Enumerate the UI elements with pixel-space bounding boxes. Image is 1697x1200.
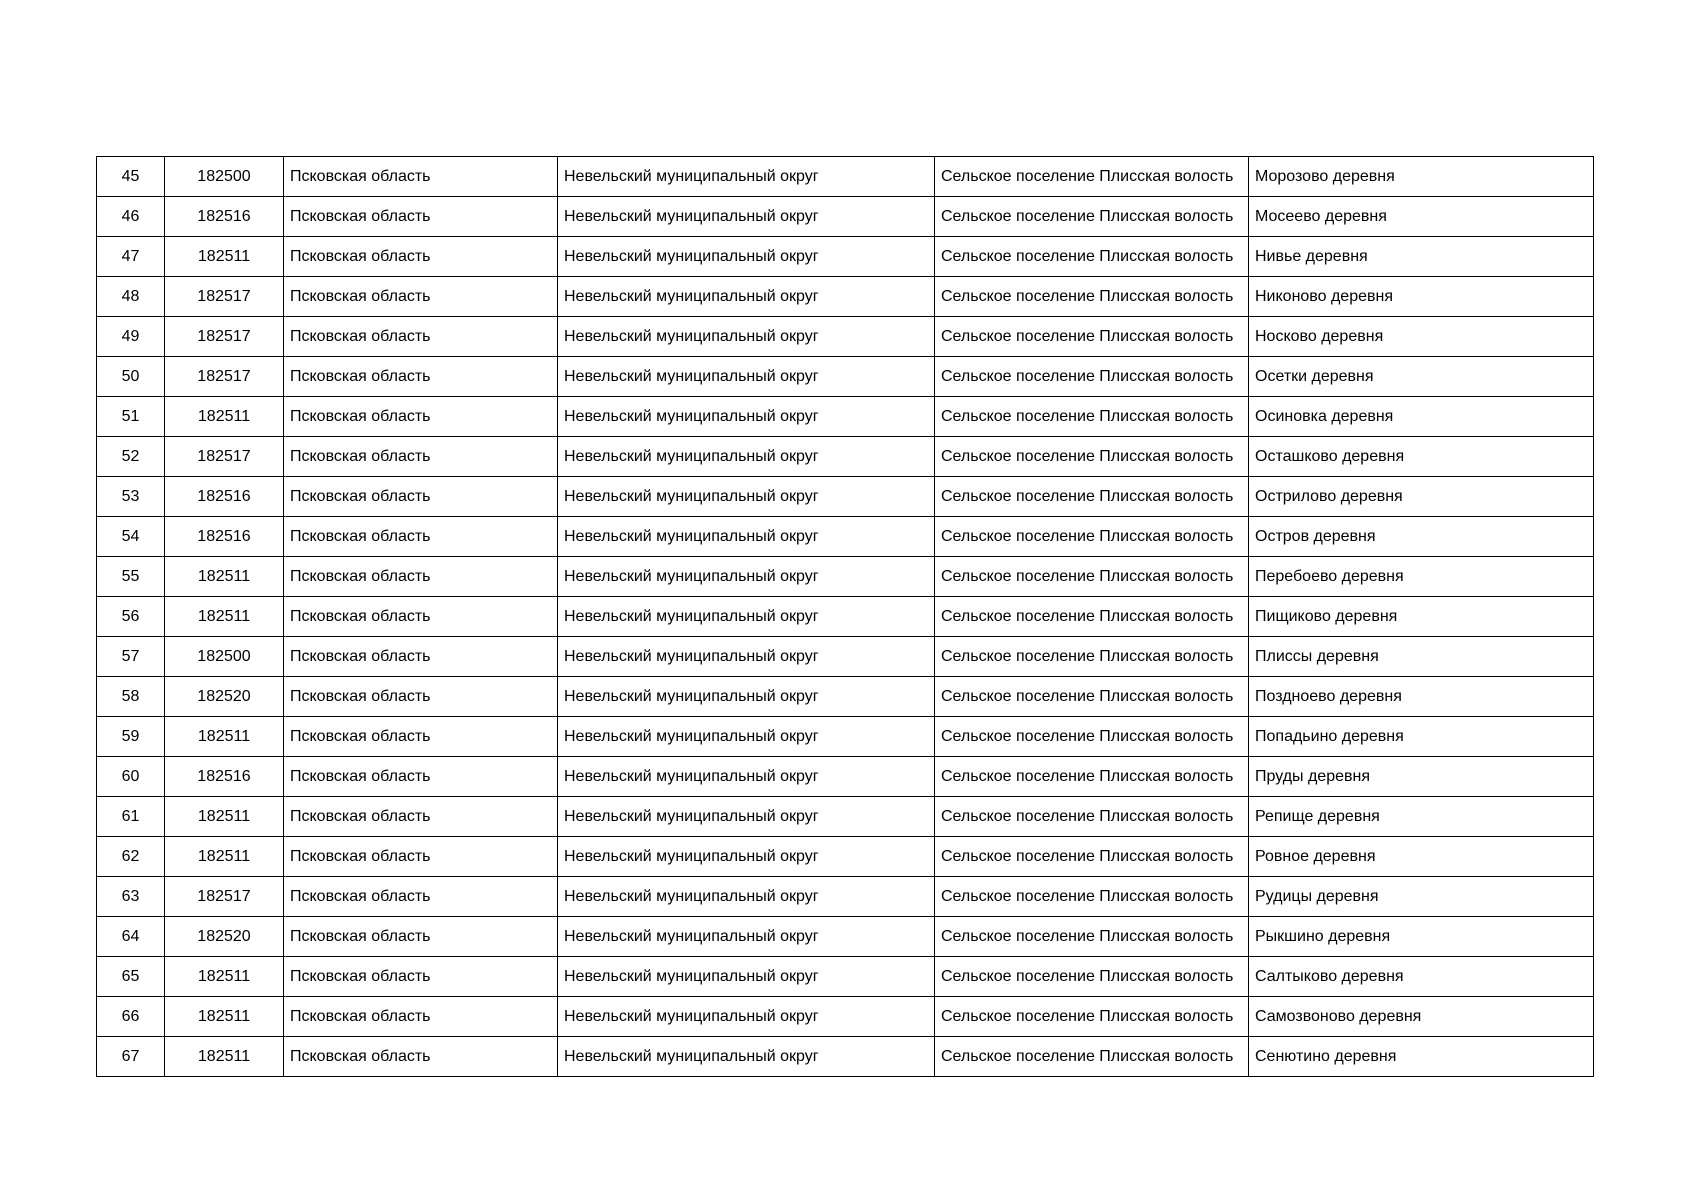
region-cell: Псковская область: [284, 677, 558, 717]
table-row: [97, 677, 1594, 717]
region-cell: Псковская область: [284, 917, 558, 957]
table-row: [97, 437, 1594, 477]
row-number-cell: 66: [97, 997, 165, 1037]
table-row: [97, 157, 1594, 197]
locality-cell: Остров деревня: [1249, 517, 1594, 557]
region-cell: Псковская область: [284, 757, 558, 797]
settlement-cell: Сельское поселение Плисская волость: [935, 797, 1249, 837]
settlement-cell: Сельское поселение Плисская волость: [935, 997, 1249, 1037]
table-row: [97, 317, 1594, 357]
postal-index-cell: 182517: [165, 317, 284, 357]
region-cell: Псковская область: [284, 237, 558, 277]
postal-index-cell: 182520: [165, 677, 284, 717]
postal-index-cell: 182511: [165, 717, 284, 757]
postal-index-cell: 182500: [165, 637, 284, 677]
region-cell: Псковская область: [284, 397, 558, 437]
table-row: [97, 1037, 1594, 1077]
table-body: [97, 157, 1594, 1077]
postal-index-cell: 182517: [165, 277, 284, 317]
table-row: [97, 637, 1594, 677]
settlements-table: [96, 156, 1594, 1077]
row-number-cell: 53: [97, 477, 165, 517]
region-cell: Псковская область: [284, 317, 558, 357]
settlement-cell: Сельское поселение Плисская волость: [935, 157, 1249, 197]
settlement-cell: Сельское поселение Плисская волость: [935, 837, 1249, 877]
row-number-cell: 59: [97, 717, 165, 757]
region-cell: Псковская область: [284, 157, 558, 197]
row-number-cell: 67: [97, 1037, 165, 1077]
table-row: [97, 997, 1594, 1037]
postal-index-cell: 182511: [165, 557, 284, 597]
region-cell: Псковская область: [284, 877, 558, 917]
row-number-cell: 50: [97, 357, 165, 397]
row-number-cell: 60: [97, 757, 165, 797]
region-cell: Псковская область: [284, 357, 558, 397]
row-number-cell: 54: [97, 517, 165, 557]
row-number-cell: 56: [97, 597, 165, 637]
row-number-cell: 61: [97, 797, 165, 837]
postal-index-cell: 182517: [165, 437, 284, 477]
settlement-cell: Сельское поселение Плисская волость: [935, 637, 1249, 677]
district-cell: Невельский муниципальный округ: [558, 797, 935, 837]
locality-cell: Репище деревня: [1249, 797, 1594, 837]
table-row: [97, 357, 1594, 397]
district-cell: Невельский муниципальный округ: [558, 957, 935, 997]
row-number-cell: 47: [97, 237, 165, 277]
district-cell: Невельский муниципальный округ: [558, 917, 935, 957]
settlement-cell: Сельское поселение Плисская волость: [935, 197, 1249, 237]
region-cell: Псковская область: [284, 717, 558, 757]
locality-cell: Пруды деревня: [1249, 757, 1594, 797]
region-cell: Псковская область: [284, 637, 558, 677]
postal-index-cell: 182511: [165, 397, 284, 437]
district-cell: Невельский муниципальный округ: [558, 757, 935, 797]
row-number-cell: 48: [97, 277, 165, 317]
postal-index-cell: 182520: [165, 917, 284, 957]
table-row: [97, 917, 1594, 957]
settlement-cell: Сельское поселение Плисская волость: [935, 277, 1249, 317]
district-cell: Невельский муниципальный округ: [558, 837, 935, 877]
settlement-cell: Сельское поселение Плисская волость: [935, 557, 1249, 597]
postal-index-cell: 182516: [165, 197, 284, 237]
settlement-cell: Сельское поселение Плисская волость: [935, 517, 1249, 557]
row-number-cell: 49: [97, 317, 165, 357]
district-cell: Невельский муниципальный округ: [558, 437, 935, 477]
district-cell: Невельский муниципальный округ: [558, 357, 935, 397]
district-cell: Невельский муниципальный округ: [558, 717, 935, 757]
row-number-cell: 52: [97, 437, 165, 477]
table-row: [97, 837, 1594, 877]
settlement-cell: Сельское поселение Плисская волость: [935, 597, 1249, 637]
table-row: [97, 237, 1594, 277]
table-row: [97, 557, 1594, 597]
table-row: [97, 757, 1594, 797]
table-row: [97, 797, 1594, 837]
locality-cell: Никоново деревня: [1249, 277, 1594, 317]
locality-cell: Попадьино деревня: [1249, 717, 1594, 757]
postal-index-cell: 182517: [165, 877, 284, 917]
table-row: [97, 517, 1594, 557]
locality-cell: Рыкшино деревня: [1249, 917, 1594, 957]
region-cell: Псковская область: [284, 517, 558, 557]
district-cell: Невельский муниципальный округ: [558, 637, 935, 677]
region-cell: Псковская область: [284, 597, 558, 637]
region-cell: Псковская область: [284, 997, 558, 1037]
row-number-cell: 57: [97, 637, 165, 677]
region-cell: Псковская область: [284, 797, 558, 837]
district-cell: Невельский муниципальный округ: [558, 597, 935, 637]
table-row: [97, 717, 1594, 757]
district-cell: Невельский муниципальный округ: [558, 397, 935, 437]
table-row: [97, 477, 1594, 517]
postal-index-cell: 182517: [165, 357, 284, 397]
table-row: [97, 197, 1594, 237]
row-number-cell: 46: [97, 197, 165, 237]
locality-cell: Перебоево деревня: [1249, 557, 1594, 597]
locality-cell: Осетки деревня: [1249, 357, 1594, 397]
locality-cell: Осиновка деревня: [1249, 397, 1594, 437]
locality-cell: Ровное деревня: [1249, 837, 1594, 877]
row-number-cell: 58: [97, 677, 165, 717]
postal-index-cell: 182511: [165, 237, 284, 277]
table-row: [97, 277, 1594, 317]
row-number-cell: 63: [97, 877, 165, 917]
district-cell: Невельский муниципальный округ: [558, 237, 935, 277]
settlement-cell: Сельское поселение Плисская волость: [935, 757, 1249, 797]
region-cell: Псковская область: [284, 557, 558, 597]
postal-index-cell: 182500: [165, 157, 284, 197]
region-cell: Псковская область: [284, 277, 558, 317]
region-cell: Псковская область: [284, 477, 558, 517]
postal-index-cell: 182516: [165, 477, 284, 517]
district-cell: Невельский муниципальный округ: [558, 477, 935, 517]
table-row: [97, 877, 1594, 917]
settlement-cell: Сельское поселение Плисская волость: [935, 477, 1249, 517]
locality-cell: Осташково деревня: [1249, 437, 1594, 477]
postal-index-cell: 182511: [165, 597, 284, 637]
district-cell: Невельский муниципальный округ: [558, 517, 935, 557]
locality-cell: Поздноево деревня: [1249, 677, 1594, 717]
postal-index-cell: 182516: [165, 517, 284, 557]
settlement-cell: Сельское поселение Плисская волость: [935, 917, 1249, 957]
locality-cell: Мосеево деревня: [1249, 197, 1594, 237]
settlement-cell: Сельское поселение Плисская волость: [935, 877, 1249, 917]
region-cell: Псковская область: [284, 437, 558, 477]
locality-cell: Острилово деревня: [1249, 477, 1594, 517]
district-cell: Невельский муниципальный округ: [558, 997, 935, 1037]
locality-cell: Нивье деревня: [1249, 237, 1594, 277]
region-cell: Псковская область: [284, 1037, 558, 1077]
postal-index-cell: 182511: [165, 997, 284, 1037]
settlement-cell: Сельское поселение Плисская волость: [935, 437, 1249, 477]
settlement-cell: Сельское поселение Плисская волость: [935, 357, 1249, 397]
settlement-cell: Сельское поселение Плисская волость: [935, 717, 1249, 757]
region-cell: Псковская область: [284, 197, 558, 237]
postal-index-cell: 182511: [165, 837, 284, 877]
row-number-cell: 45: [97, 157, 165, 197]
district-cell: Невельский муниципальный округ: [558, 157, 935, 197]
postal-index-cell: 182511: [165, 957, 284, 997]
table-row: [97, 397, 1594, 437]
row-number-cell: 64: [97, 917, 165, 957]
district-cell: Невельский муниципальный округ: [558, 277, 935, 317]
settlement-cell: Сельское поселение Плисская волость: [935, 397, 1249, 437]
district-cell: Невельский муниципальный округ: [558, 1037, 935, 1077]
district-cell: Невельский муниципальный округ: [558, 557, 935, 597]
district-cell: Невельский муниципальный округ: [558, 317, 935, 357]
row-number-cell: 51: [97, 397, 165, 437]
district-cell: Невельский муниципальный округ: [558, 677, 935, 717]
row-number-cell: 65: [97, 957, 165, 997]
district-cell: Невельский муниципальный округ: [558, 877, 935, 917]
locality-cell: Пищиково деревня: [1249, 597, 1594, 637]
postal-index-cell: 182516: [165, 757, 284, 797]
locality-cell: Сенютино деревня: [1249, 1037, 1594, 1077]
settlement-cell: Сельское поселение Плисская волость: [935, 957, 1249, 997]
settlement-cell: Сельское поселение Плисская волость: [935, 677, 1249, 717]
locality-cell: Носково деревня: [1249, 317, 1594, 357]
settlement-cell: Сельское поселение Плисская волость: [935, 1037, 1249, 1077]
locality-cell: Рудицы деревня: [1249, 877, 1594, 917]
district-cell: Невельский муниципальный округ: [558, 197, 935, 237]
locality-cell: Плиссы деревня: [1249, 637, 1594, 677]
table-row: [97, 957, 1594, 997]
region-cell: Псковская область: [284, 837, 558, 877]
postal-index-cell: 182511: [165, 797, 284, 837]
region-cell: Псковская область: [284, 957, 558, 997]
locality-cell: Салтыково деревня: [1249, 957, 1594, 997]
settlement-cell: Сельское поселение Плисская волость: [935, 317, 1249, 357]
postal-index-cell: 182511: [165, 1037, 284, 1077]
locality-cell: Морозово деревня: [1249, 157, 1594, 197]
table-row: [97, 597, 1594, 637]
row-number-cell: 55: [97, 557, 165, 597]
row-number-cell: 62: [97, 837, 165, 877]
locality-cell: Самозвоново деревня: [1249, 997, 1594, 1037]
settlement-cell: Сельское поселение Плисская волость: [935, 237, 1249, 277]
